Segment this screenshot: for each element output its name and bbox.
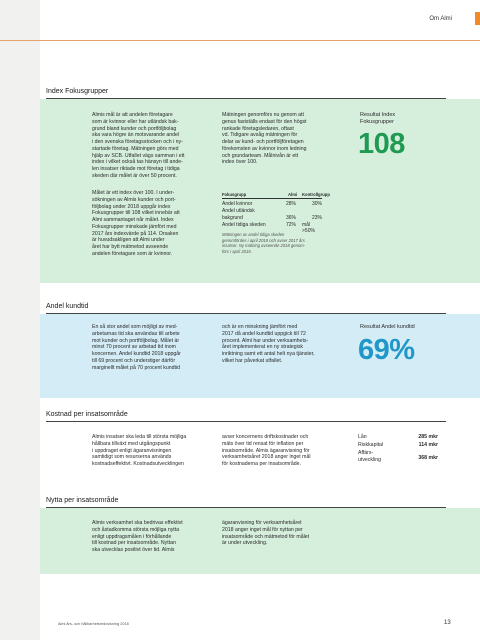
kundtid-section-title: Andel kundtid xyxy=(46,303,89,310)
cost-list xyxy=(358,434,438,464)
table-cell: bakgrund xyxy=(222,215,243,221)
cost-label: Riskkapital xyxy=(358,442,384,448)
table-row xyxy=(222,215,322,222)
kundtid-text-col1: En så stor andel som möjligt av med- arbetarnas tid ska användas till arbete mot kunder och portföljbolag. Målet är minst 70 procent av arbetad tid inom koncernen. Andel kundtid 2018 uppgår till 69 procent och understiger därför marginellt målet på 70 procent kundtid xyxy=(92,324,181,371)
table-cell: 28% xyxy=(286,201,297,207)
section-tab-marker xyxy=(475,12,480,25)
index-result-value: 108 xyxy=(358,128,405,160)
table-row xyxy=(222,201,322,208)
list-item xyxy=(358,442,438,450)
nytta-section-title: Nytta per insatsområde xyxy=(46,497,119,504)
kundtid-text-col2: och är en minskning jämfört med 2017 då andel kundtid uppgick till 72 procent. Almi har under verksamhets- året implementerat en ny strategisk inriktning samt ett antal helt nya tjänster, vilket har påverkat utfallet. xyxy=(222,324,315,364)
table-header-row xyxy=(222,192,330,199)
table-row xyxy=(222,222,322,234)
kostnad-section-rule xyxy=(46,421,446,422)
table-cell: 23% xyxy=(312,215,323,221)
kostnad-text-col1: Almis insatser ska leda till största möjliga hållbara tillväxt med utgångspunkt i uppdraget enligt ägaranvisningen samtidigt som resurserna används kostnadseffektivt. Kostnadsutvecklingen xyxy=(92,434,187,467)
nytta-text-col1: Almis verksamhet ska bedrivas effektivt och åstadkomma största möjliga nytta enligt uppdragsmålen i förhållande till kostnad per insatsområde. Nyttan ska utvecklas positivt över tid. Almis xyxy=(92,520,183,553)
nytta-text-col2: ägaranvisning för verksamhetsåret 2018 anger inget mål för nyttan per insatsområde och mätmetod för målet är under utveckling. xyxy=(222,520,310,547)
index-text-col1a: Almis mål är att andelen företagare som är kvinnor eller har utländsk bak- grund bland kunder och portföljbolag ska vara högre än motsvarande andel i den svenska företagsstocken och i ny- startade företag. Mätningen görs med hjälp av SCB. Utfallet vägs samman i ett index i vilket också tas hänsyn till ande- len insatser riktade mot företag i tidiga skeden där målet är över 50 procent. xyxy=(92,112,185,179)
kundtid-result-value: 69% xyxy=(358,334,415,366)
kostnad-section-title: Kostnad per insatsområde xyxy=(46,411,128,418)
cost-value: 368 mkr xyxy=(418,455,438,461)
cost-label: Lån xyxy=(358,434,367,440)
cost-value: 114 mkr xyxy=(418,442,438,448)
table-header: Kontrollgrupp xyxy=(302,192,330,197)
table-header: Fokusgrupp xyxy=(222,192,247,197)
table-cell: 36% xyxy=(286,215,297,221)
index-text-col2a: Mätningen genomförs nu genom att genus fastställs endast för den högst rankade företagsledaren, oftast vd. Tidigare avsåg mätningen för delar av kund- och portföljföretagen förekomsten av kvinnor inom ledning och grundarteam. Målnivån är ett index över 100. xyxy=(222,112,307,166)
table-cell: Andel utländsk xyxy=(222,208,255,214)
list-item xyxy=(358,450,438,464)
fokusgrupp-table xyxy=(222,192,330,234)
table-cell: mål >50% xyxy=(302,222,315,234)
list-item xyxy=(358,434,438,442)
table-header: Almi xyxy=(288,192,298,197)
kundtid-result-label: Resultat Andel kundtid xyxy=(360,324,415,330)
cost-label: Affärs- utveckling xyxy=(358,450,382,463)
table-cell: 30% xyxy=(312,201,323,207)
section-label: Om Almi xyxy=(429,16,452,22)
page-number: 13 xyxy=(444,620,451,626)
index-note: Mätningen av andel tidiga skeden genomfördes i april 2018 och avser 2017 års insatser. Ny mätning avseende 2018 genom- förs i april 2019. xyxy=(222,232,306,255)
index-section-title: Index Fokusgrupper xyxy=(46,88,109,95)
table-cell: Andel kvinnor xyxy=(222,201,253,207)
table-cell: 72% xyxy=(286,222,297,228)
header-rule xyxy=(0,40,480,41)
index-text-col1b: Målet är ett index över 100. I under- sökningen av Almis kunder och port- följbolag under 2018 uppgår index Fokusgrupper till 108 vilket innebär att Almi sammantaget når målet. Index Fokusgrupper minskade jämfört med 2017 års indexvärde på 114. Orsaken är huvudsakligen att Almi under året har bytt mätmetod avseende andelen företagare som är kvinnor. xyxy=(92,190,180,257)
table-row xyxy=(222,208,322,215)
index-result-label: Resultat Index Fokusgrupper xyxy=(360,112,396,126)
left-margin-panel xyxy=(0,0,40,640)
table-cell: Andel tidiga skeden xyxy=(222,222,266,228)
footer-publication: Almi års- och hållbarhetsredovisning 2018 xyxy=(58,622,129,626)
cost-value: 285 mkr xyxy=(418,434,438,440)
kostnad-text-col2: avser koncernens driftskostnader och mäts över tid rensat för inflation per insatsområde. Almis ägaranvisning för verksamhetsåret 2018 anger inget mål för kostnaderna per insatsområde. xyxy=(222,434,311,467)
